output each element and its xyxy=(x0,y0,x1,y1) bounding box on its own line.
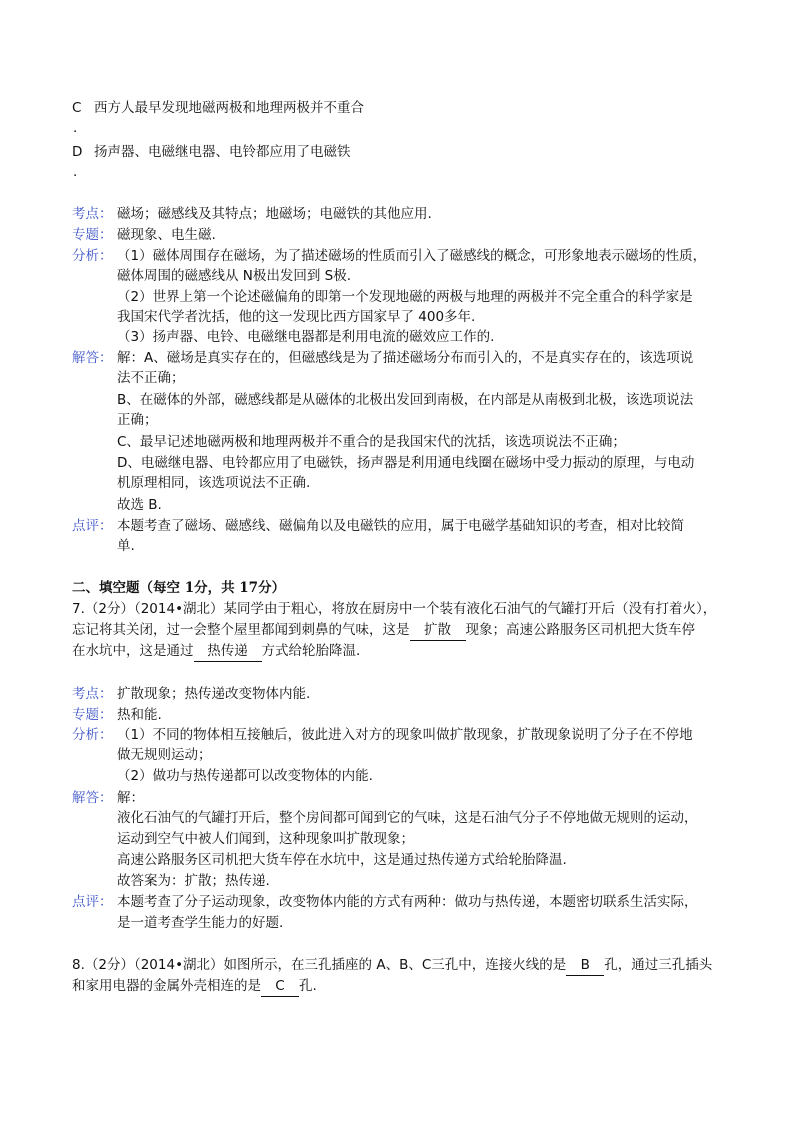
answer-blank: 热传递 xyxy=(194,641,262,662)
q8-line-2-text: 和家用电器的金属外壳相连的是 xyxy=(72,978,261,994)
q6-jieda-line: 正确； xyxy=(117,412,158,428)
q7-line-3-text: 方式给轮胎降温. xyxy=(261,643,361,659)
q6-dianping-line: 本题考查了磁场、磁感线、磁偏角以及电磁铁的应用，属于电磁学基础知识的考查，相对比较简 xyxy=(117,518,684,534)
q8-line-2 xyxy=(72,976,317,996)
q6-fenxi-line: 我国宋代学者沈括，他的这一发现比西方国家早了 400多年. xyxy=(117,309,476,325)
q7-jieda-line: 解： xyxy=(117,790,144,806)
q7-dianping-label: 点评： xyxy=(72,894,113,910)
q7-line-3 xyxy=(72,641,360,661)
q6-zhuanti-text: 磁现象、电生磁. xyxy=(117,227,216,243)
q7-line-2 xyxy=(72,620,695,640)
q6-jieda-line: 解：A、磁场是真实存在的，但磁感线是为了描述磁场分布而引入的，不是真实存在的，该选项说 xyxy=(117,350,694,366)
q6-kaodian-text: 磁场；磁感线及其特点；地磁场；电磁铁的其他应用. xyxy=(117,206,432,222)
q7-fenxi-line: （2）做功与热传递都可以改变物体的内能. xyxy=(117,768,373,784)
q7-line-1: 7.（2分）（2014•湖北）某同学由于粗心，将放在厨房中一个装有液化石油气的气罐打开后（没有打着火）， xyxy=(72,601,717,617)
q8-line-1-text: 孔，通过三孔插头 xyxy=(604,957,713,973)
q6-jieda-line: D、电磁继电器、电铃都应用了电磁铁，扬声器是利用通电线圈在磁场中受力振动的原理，与电动 xyxy=(117,455,695,471)
q7-jieda-line: 运动到空气中被人们闻到，这种现象叫扩散现象； xyxy=(117,831,414,847)
q7-line-2-text: 现象；高速公路服务区司机把大货车停 xyxy=(465,622,695,638)
q7-jieda-label: 解答： xyxy=(72,790,113,806)
q7-fenxi-label: 分析： xyxy=(72,727,113,743)
answer-blank: B xyxy=(566,955,604,976)
q7-fenxi-line: 做无规则运动； xyxy=(117,747,212,763)
q7-fenxi-line: （1）不同的物体相互接触后，彼此进入对方的现象叫做扩散现象，扩散现象说明了分子在不停地 xyxy=(117,727,693,743)
q8-line-1 xyxy=(72,955,712,975)
q7-kaodian-text: 扩散现象；热传递改变物体内能. xyxy=(117,686,311,702)
q6-jieda-line: 故选 B. xyxy=(117,497,162,513)
q7-zhuanti-text: 热和能. xyxy=(117,707,162,723)
q8-line-1-text: 8.（2分）（2014•湖北）如图所示，在三孔插座的 A、B、C三孔中，连接火线的是 xyxy=(72,957,567,973)
q8-line-2-text: 孔. xyxy=(299,978,317,994)
option-d-text: 扬声器、电磁继电器、电铃都应用了电磁铁 xyxy=(94,144,351,160)
q7-dianping-line: 是一道考查学生能力的好题. xyxy=(117,915,284,931)
q7-line-3-text: 在水坑中，这是通过 xyxy=(72,643,194,659)
option-d-letter: D xyxy=(72,144,83,160)
option-c-letter: C xyxy=(72,100,82,116)
q7-jieda-line: 故答案为：扩散；热传递. xyxy=(117,873,270,889)
q7-dianping-line: 本题考查了分子运动现象，改变物体内能的方式有两种：做功与热传递，本题密切联系生活实际， xyxy=(117,894,698,910)
q6-fenxi-label: 分析： xyxy=(72,248,113,264)
q6-jieda-line: 机原理相同，该选项说法不正确. xyxy=(117,475,311,491)
q6-kaodian-label: 考点： xyxy=(72,206,113,222)
option-d-dot: . xyxy=(73,164,78,180)
q6-zhuanti-label: 专题： xyxy=(72,227,113,243)
q6-fenxi-line: 磁体周围的磁感线从 N极出发回到 S极. xyxy=(117,268,352,284)
q6-jieda-label: 解答： xyxy=(72,350,113,366)
q7-jieda-line: 高速公路服务区司机把大货车停在水坑中，这是通过热传递方式给轮胎降温. xyxy=(117,852,567,868)
q7-line-2-text: 忘记将其关闭，过一会整个屋里都闻到刺鼻的气味，这是 xyxy=(72,622,410,638)
answer-blank: 扩散 xyxy=(410,620,466,641)
q7-jieda-line: 液化石油气的气罐打开后，整个房间都可闻到它的气味，这是石油气分子不停地做无规则的运动， xyxy=(117,810,698,826)
section-title: 二、填空题（每空 1分，共 17分） xyxy=(72,580,286,596)
q6-dianping-label: 点评： xyxy=(72,518,113,534)
q6-jieda-line: 法不正确； xyxy=(117,370,185,386)
q7-kaodian-label: 考点： xyxy=(72,686,113,702)
q7-zhuanti-label: 专题： xyxy=(72,707,113,723)
option-c-dot: . xyxy=(73,120,78,136)
q6-fenxi-line: （1）磁体周围存在磁场，为了描述磁场的性质而引入了磁感线的概念，可形象地表示磁场的性质， xyxy=(117,248,707,264)
q6-fenxi-line: （2）世界上第一个论述磁偏角的即第一个发现地磁的两极与地理的两极并不完全重合的科学家是 xyxy=(117,289,693,305)
q6-jieda-line: B、在磁体的外部，磁感线都是从磁体的北极出发回到南极，在内部是从南极到北极，该选项说法 xyxy=(117,392,694,408)
q6-jieda-line: C、最早记述地磁两极和地理两极并不重合的是我国宋代的沈括，该选项说法不正确； xyxy=(117,434,626,450)
q6-fenxi-line: （3）扬声器、电铃、电磁继电器都是利用电流的磁效应工作的. xyxy=(117,329,495,345)
option-c-text: 西方人最早发现地磁两极和地理两极并不重合 xyxy=(94,100,364,116)
q6-dianping-line: 单. xyxy=(117,538,135,554)
answer-blank: C xyxy=(261,976,299,997)
